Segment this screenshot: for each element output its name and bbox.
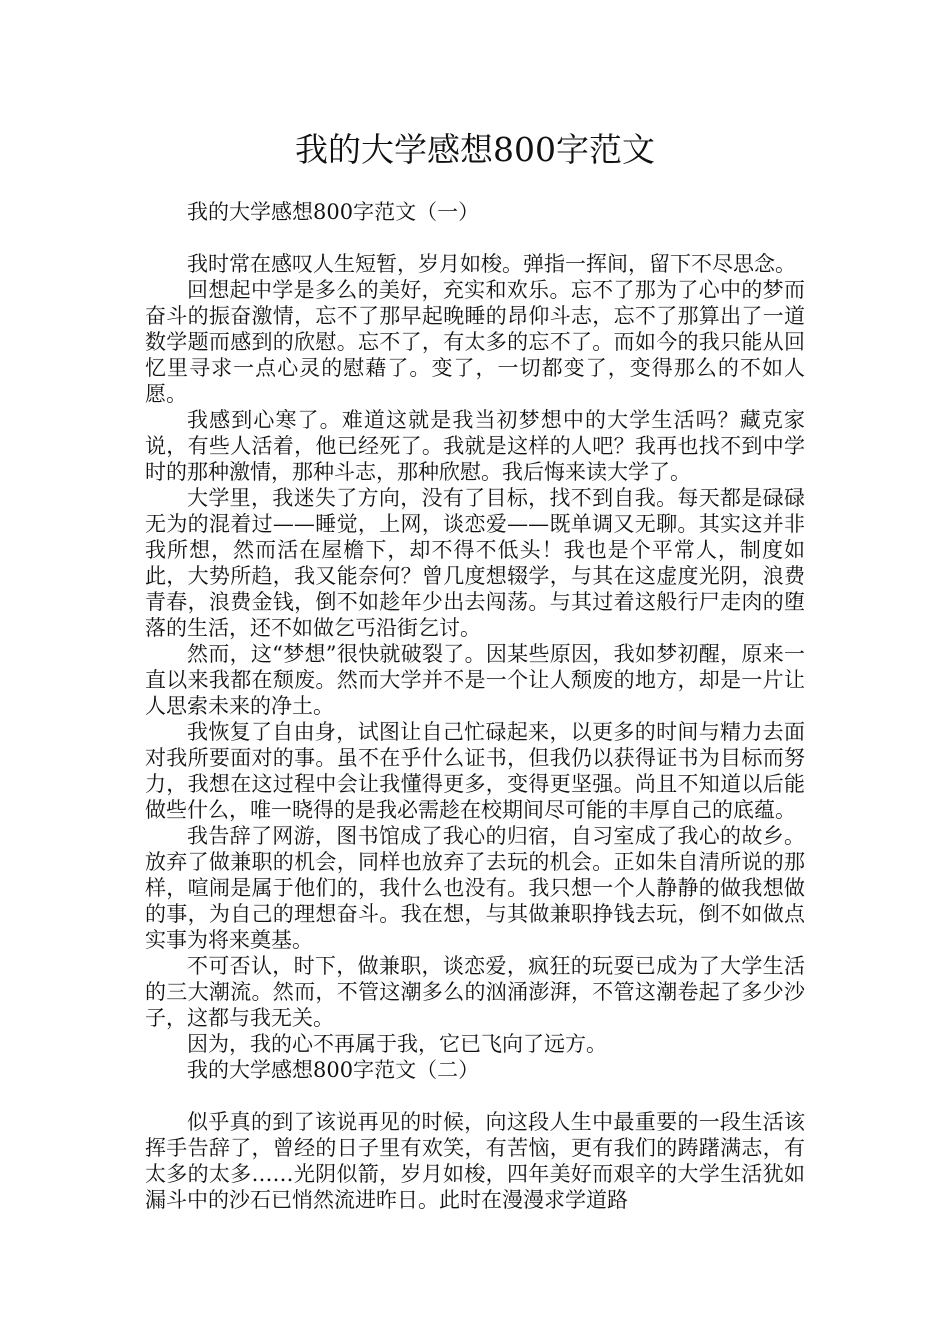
blank-line	[145, 1083, 805, 1109]
section-heading-2: 我的大学感想800字范文（二）	[187, 1058, 480, 1082]
paragraph: 大学里，我迷失了方向，没有了目标，找不到自我。每天都是碌碌无为的混着过——睡觉，上网，谈恋爱——既单调又无聊。其实这并非我所想，然而活在屋檐下，却不得不低头！我也是个平常人，制度如此，大势所趋，我又能奈何？曾几度想辍学，与其在这虚度光阴，浪费青春，浪费金钱，倒不如趁年少出去闯荡。与其过着这般行尸走肉的堕落的生活，还不如做乞丐沿街乞讨。	[145, 486, 805, 640]
paragraph: 我时常在感叹人生短暂，岁月如梭。弹指一挥间，留下不尽思念。	[187, 252, 796, 276]
paragraph: 似乎真的到了该说再见的时候，向这段人生中最重要的一段生活该挥手告辞了，曾经的日子里有欢笑，有苦恼，更有我们的踌躇满志，有太多的太多……光阴似箭，岁月如梭，四年美好而艰辛的大学生活犹如漏斗中的沙石已悄然流进昨日。此时在漫漫求学道路	[145, 1110, 805, 1212]
paragraph: 我告辞了网游，图书馆成了我心的归宿，自习室成了我心的故乡。放弃了做兼职的机会，同样也放弃了去玩的机会。正如朱自清所说的那样，喧闹是属于他们的，我什么也没有。我只想一个人静静的做我想做的事，为自己的理想奋斗。我在想，与其做兼职挣钱去玩，倒不如做点实事为将来奠基。	[145, 824, 805, 952]
paragraph: 回想起中学是多么的美好，充实和欢乐。忘不了那为了心中的梦而奋斗的振奋激情，忘不了那早起晚睡的昂仰斗志，忘不了那算出了一道数学题而感到的欣慰。忘不了，有太多的忘不了。而如今的我只能从回忆里寻求一点心灵的慰藉了。变了，一切都变了，变得那么的不如人愿。	[145, 278, 805, 406]
paragraph: 我感到心寒了。难道这就是我当初梦想中的大学生活吗？藏克家说，有些人活着，他已经死了。我就是这样的人吧？我再也找不到中学时的那种激情，那种斗志，那种欣慰。我后悔来读大学了。	[145, 408, 805, 484]
paragraph: 不可否认，时下，做兼职，谈恋爱，疯狂的玩耍已成为了大学生活的三大潮流。然而，不管这潮多么的汹涌澎湃，不管这潮卷起了多少沙子，这都与我无关。	[145, 954, 805, 1030]
blank-line	[145, 225, 805, 251]
document-title: 我的大学感想800字范文	[295, 130, 655, 169]
paragraph: 因为，我的心不再属于我，它已飞向了远方。	[187, 1032, 607, 1056]
section-heading-1: 我的大学感想800字范文（一）	[187, 200, 480, 224]
document-body	[145, 199, 805, 1213]
paragraph: 我恢复了自由身，试图让自己忙碌起来，以更多的时间与精力去面对我所要面对的事。虽不在乎什么证书，但我仍以获得证书为目标而努力，我想在这过程中会让我懂得更多，变得更坚强。尚且不知道以后能做些什么，唯一晓得的是我必需趁在校期间尽可能的丰厚自己的底蕴。	[145, 720, 805, 822]
paragraph: 然而，这“梦想”很快就破裂了。因某些原因，我如梦初醒，原来一直以来我都在颓废。然而大学并不是一个让人颓废的地方，却是一片让人思索未来的净土。	[145, 642, 805, 718]
